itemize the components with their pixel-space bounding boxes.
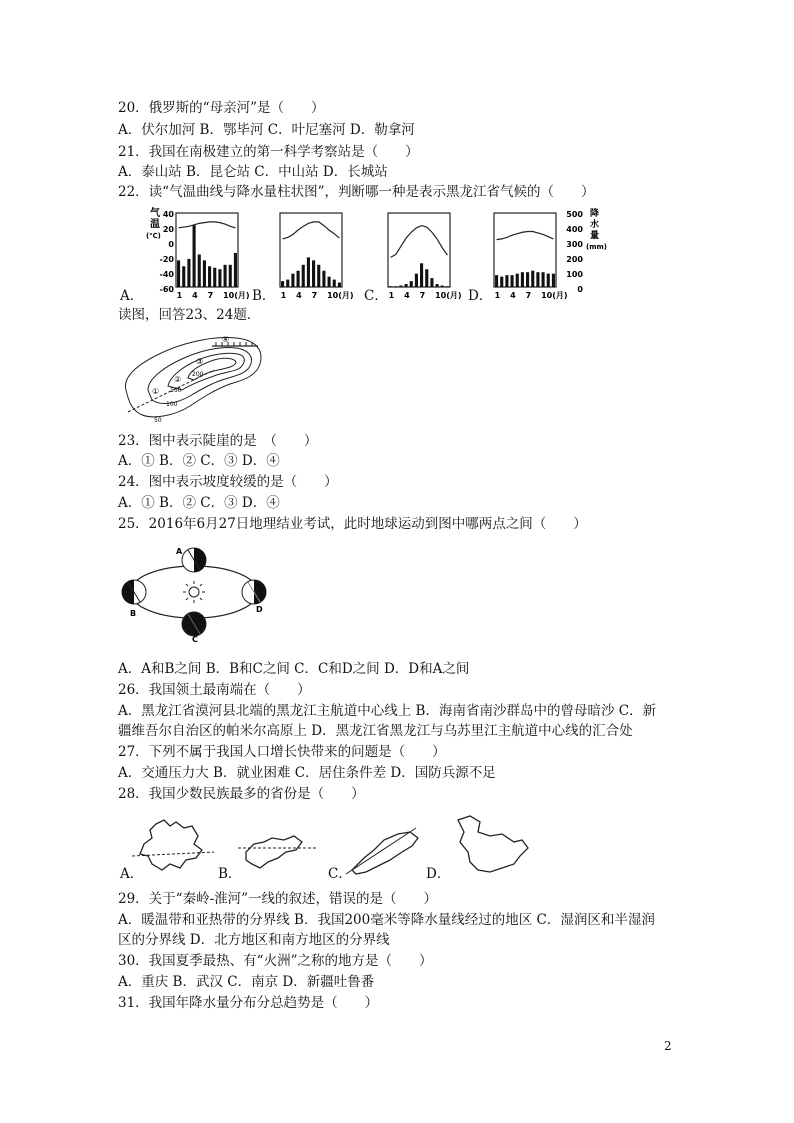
- panel-d-precip-bar-8: [531, 271, 534, 287]
- q28-stem: 28．我国少数民族最多的省份是（ ）: [118, 786, 365, 802]
- panel-a-precip-bar-5: [198, 254, 201, 287]
- panel-b-precip-bar-8: [317, 265, 320, 287]
- temp-tick-0: 0: [168, 240, 174, 249]
- panel-c-precip-bar-4: [405, 284, 408, 287]
- panel-c-precip-bar-1: [389, 286, 392, 287]
- earth-c-icon: [182, 612, 206, 636]
- panel-a-precip-bar-1: [177, 260, 180, 287]
- panel-b-x-tick-2: 4: [296, 291, 302, 300]
- panel-c-temp-line: [391, 226, 448, 258]
- orbit-label-c: C: [192, 635, 198, 642]
- province-c-line: [346, 828, 416, 874]
- panel-c-precip-bar-6: [415, 274, 418, 287]
- panel-d-precip-bar-7: [526, 272, 529, 287]
- precip-tick-0: 0: [577, 285, 583, 294]
- panel-c-precip-bar-2: [394, 286, 397, 287]
- climate-charts: [118, 205, 608, 305]
- panel-a-precip-bar-6: [203, 260, 206, 287]
- panel-b-precip-bar-12: [338, 283, 341, 287]
- panel-a-x-tick-4: 10(月): [223, 291, 250, 300]
- panel-c-precip-bar-11: [441, 286, 444, 287]
- panel-d-precip-bar-6: [521, 272, 524, 287]
- earth-orbit-diagram: [118, 542, 274, 642]
- q22-option-label-d: D．: [468, 288, 493, 304]
- precip-tick-100: 100: [566, 270, 583, 279]
- q27-options: A．交通压力大 B．就业困难 C．居住条件差 D．国防兵源不足: [118, 765, 496, 781]
- precip-axis-title-2: 水: [590, 220, 600, 230]
- contour-map: [118, 332, 268, 424]
- q24-stem: 24．图中表示坡度较缓的是（ ）: [118, 474, 338, 490]
- panel-b-precip-bar-6: [307, 257, 310, 287]
- q25-options: A．A和B之间 B．B和C之间 C．C和D之间 D．D和A之间: [118, 661, 470, 677]
- q29-stem: 29．关于“秦岭-淮河”一线的叙述，错误的是（ ）: [118, 891, 438, 907]
- panel-a-x-tick-2: 4: [192, 291, 198, 300]
- q28-option-label-b: B．: [218, 866, 242, 882]
- panel-a-precip-bar-11: [229, 265, 232, 287]
- panel-a-precip-bar-2: [182, 266, 185, 287]
- sun-icon: [189, 587, 199, 597]
- q23-options: A．① B．② C．③ D．④: [118, 453, 280, 469]
- panel-a-x-tick-3: 7: [207, 291, 214, 300]
- panel-d-precip-bar-9: [536, 272, 539, 287]
- precip-tick-500: 500: [566, 210, 583, 219]
- precip-tick-300: 300: [566, 240, 583, 249]
- contour-map-figure: [118, 332, 268, 424]
- climate-charts-figure: [118, 205, 608, 305]
- orbit-ellipse: [130, 566, 258, 618]
- panel-a-precip-bar-4: [193, 225, 196, 287]
- intro-23-24: 读图，回答23、24题．: [118, 307, 261, 323]
- q31-stem: 31．我国年降水量分布分总趋势是（ ）: [118, 995, 379, 1011]
- panel-d-precip-bar-3: [505, 275, 508, 287]
- panel-d-precip-bar-5: [516, 274, 519, 287]
- panel-b-x-tick-1: 1: [280, 291, 287, 300]
- marker-2: ②: [174, 375, 182, 384]
- temp-tick-20: 20: [162, 225, 174, 234]
- province-b-outline: [246, 836, 302, 868]
- precip-axis-title-4: (mm): [586, 243, 607, 251]
- precip-tick-400: 400: [566, 225, 583, 234]
- q24-options: A．① B．② C．③ D．④: [118, 495, 280, 511]
- panel-b-precip-bar-3: [291, 274, 294, 287]
- panel-c-x-tick-2: 4: [404, 291, 410, 300]
- panel-a-precip-bar-7: [208, 266, 211, 287]
- earth-orbit-figure: [118, 542, 274, 642]
- panel-d-x-tick-2: 4: [510, 291, 516, 300]
- q26-options-line2: 疆维吾尔自治区的帕米尔高原上 D．黑龙江省黑龙江与乌苏里江主航道中心线的汇合处: [118, 723, 633, 739]
- sun-rays: [183, 581, 205, 603]
- panel-b-precip-bar-4: [297, 271, 300, 287]
- orbit-label-a: A: [176, 547, 183, 556]
- q21-stem: 21．我国在南极建立的第一科学考察站是（ ）: [118, 144, 419, 160]
- panel-c-x-tick-4: 10(月): [435, 291, 462, 300]
- panel-c-x-tick-1: 1: [388, 291, 395, 300]
- panel-d-precip-bar-1: [495, 275, 498, 287]
- panel-c-precip-bar-3: [399, 286, 402, 287]
- q25-stem: 25．2016年6月27日地理结业考试，此时地球运动到图中哪两点之间（ ）: [118, 516, 587, 532]
- panel-b-precip-bar-7: [312, 260, 315, 287]
- panel-b-frame: [280, 213, 342, 287]
- temp-tick-40: 40: [162, 210, 174, 219]
- q28-option-label-d: D．: [426, 866, 451, 882]
- precip-axis-title-3: 量: [590, 231, 600, 241]
- q30-stem: 30．我国夏季最热、有“火洲”之称的地方是（ ）: [118, 953, 433, 969]
- panel-b-x-tick-3: 7: [311, 291, 318, 300]
- page-number: 2: [664, 1039, 672, 1053]
- province-d-outline: [458, 816, 528, 872]
- panel-a-precip-bar-12: [234, 253, 237, 287]
- q23-stem: 23．图中表示陡崖的是 （ ）: [118, 433, 318, 449]
- panel-b-precip-bar-1: [281, 281, 284, 287]
- orbit-label-d: D: [256, 605, 263, 614]
- marker-4: ④: [222, 335, 230, 344]
- panel-a-precip-bar-3: [187, 259, 190, 287]
- panel-a-precip-bar-8: [213, 268, 216, 287]
- panel-c-precip-bar-8: [425, 269, 428, 287]
- province-a-outline: [140, 820, 202, 870]
- panel-a-precip-bar-9: [218, 269, 221, 287]
- panel-b-precip-bar-2: [286, 280, 289, 287]
- province-c-outline: [352, 832, 418, 874]
- panel-d-temp-line: [497, 232, 554, 240]
- panel-a-precip-bar-10: [224, 265, 227, 287]
- panel-b-x-tick-4: 10(月): [327, 291, 354, 300]
- precip-tick-200: 200: [566, 255, 583, 264]
- panel-b-precip-bar-10: [328, 277, 331, 287]
- temp-axis-title-2: 温: [150, 219, 160, 230]
- province-outlines-figure: [118, 812, 538, 882]
- q22-option-label-c: C．: [364, 288, 388, 304]
- q22-option-label-a: A．: [120, 288, 144, 304]
- earth-b-icon: [122, 580, 146, 604]
- contour-label-100: 100: [166, 401, 178, 408]
- panel-c-x-tick-3: 7: [419, 291, 426, 300]
- panel-c-precip-bar-7: [420, 263, 423, 287]
- marker-3: ③: [196, 357, 204, 366]
- panel-b-precip-bar-5: [302, 265, 305, 287]
- q22-stem: 22．读“气温曲线与降水量柱状图”，判断哪一种是表示黑龙江省气候的（ ）: [118, 184, 595, 200]
- q27-stem: 27．下列不属于我国人口增长快带来的问题是（ ）: [118, 744, 446, 760]
- temp-axis-title-3: (℃): [146, 232, 161, 240]
- temp-tick-neg20: -20: [159, 255, 174, 264]
- panel-b-temp-line: [283, 222, 340, 239]
- panel-d-precip-bar-2: [500, 277, 503, 287]
- panel-c-precip-bar-12: [446, 286, 449, 287]
- province-outlines: [118, 812, 538, 882]
- q28-option-label-c: C．: [328, 866, 352, 882]
- marker-1: ①: [152, 387, 160, 396]
- panel-d-x-tick-3: 7: [525, 291, 532, 300]
- panel-c-precip-bar-10: [436, 284, 439, 287]
- panel-b-precip-bar-11: [333, 280, 336, 287]
- panel-d-precip-bar-11: [547, 274, 550, 287]
- temp-tick-neg40: -40: [159, 270, 174, 279]
- panel-c-precip-bar-9: [430, 278, 433, 287]
- earth-a-icon: [182, 548, 206, 572]
- panel-d-precip-bar-10: [542, 272, 545, 287]
- q30-options: A．重庆 B．武汉 C．南京 D．新疆吐鲁番: [118, 974, 375, 990]
- panel-d-precip-bar-12: [552, 274, 555, 287]
- q28-option-label-a: A．: [120, 866, 144, 882]
- q29-options-line2: 区的分界线 D．北方地区和南方地区的分界线: [118, 932, 390, 948]
- temp-axis: [146, 206, 174, 294]
- orbit-label-b: B: [130, 609, 137, 618]
- panel-b-precip-bar-9: [322, 271, 325, 287]
- q26-options-line1: A．黑龙江省漠河县北端的黑龙江主航道中心线上 B．海南省南沙群岛中的曾母暗沙 C．新: [118, 703, 657, 719]
- panel-c-precip-bar-5: [410, 281, 413, 287]
- temp-tick-neg60: -60: [159, 285, 174, 294]
- precip-axis-title-1: 降: [590, 209, 600, 219]
- panel-d-precip-bar-4: [511, 275, 514, 287]
- q29-options-line1: A．暖温带和亚热带的分界线 B．我国200毫米等降水量线经过的地区 C．湿润区和半湿润: [118, 912, 655, 928]
- panel-a-temp-line: [179, 222, 236, 228]
- contour-label-200: 200: [192, 371, 204, 378]
- temp-axis-title-1: 气: [150, 208, 160, 219]
- panel-a-x-tick-1: 1: [176, 291, 183, 300]
- q20-options: A．伏尔加河 B．鄂毕河 C．叶尼塞河 D．勒拿河: [118, 122, 415, 138]
- contour-label-150: 150: [170, 387, 182, 394]
- q20-stem: 20．俄罗斯的“母亲河”是（ ）: [118, 100, 325, 116]
- panel-d-x-tick-4: 10(月): [541, 291, 568, 300]
- contour-label-50: 50: [154, 417, 162, 424]
- precip-axis: [566, 207, 607, 294]
- q21-options: A．泰山站 B．昆仑站 C．中山站 D．长城站: [118, 164, 388, 180]
- q26-stem: 26．我国领土最南端在（ ）: [118, 682, 311, 698]
- panel-d-x-tick-1: 1: [494, 291, 501, 300]
- province-a-dash: [132, 852, 214, 856]
- q22-option-label-b: B．: [252, 288, 276, 304]
- panel-c-frame: [388, 213, 450, 287]
- contour-150: [168, 353, 244, 390]
- earth-d-icon: [242, 580, 266, 604]
